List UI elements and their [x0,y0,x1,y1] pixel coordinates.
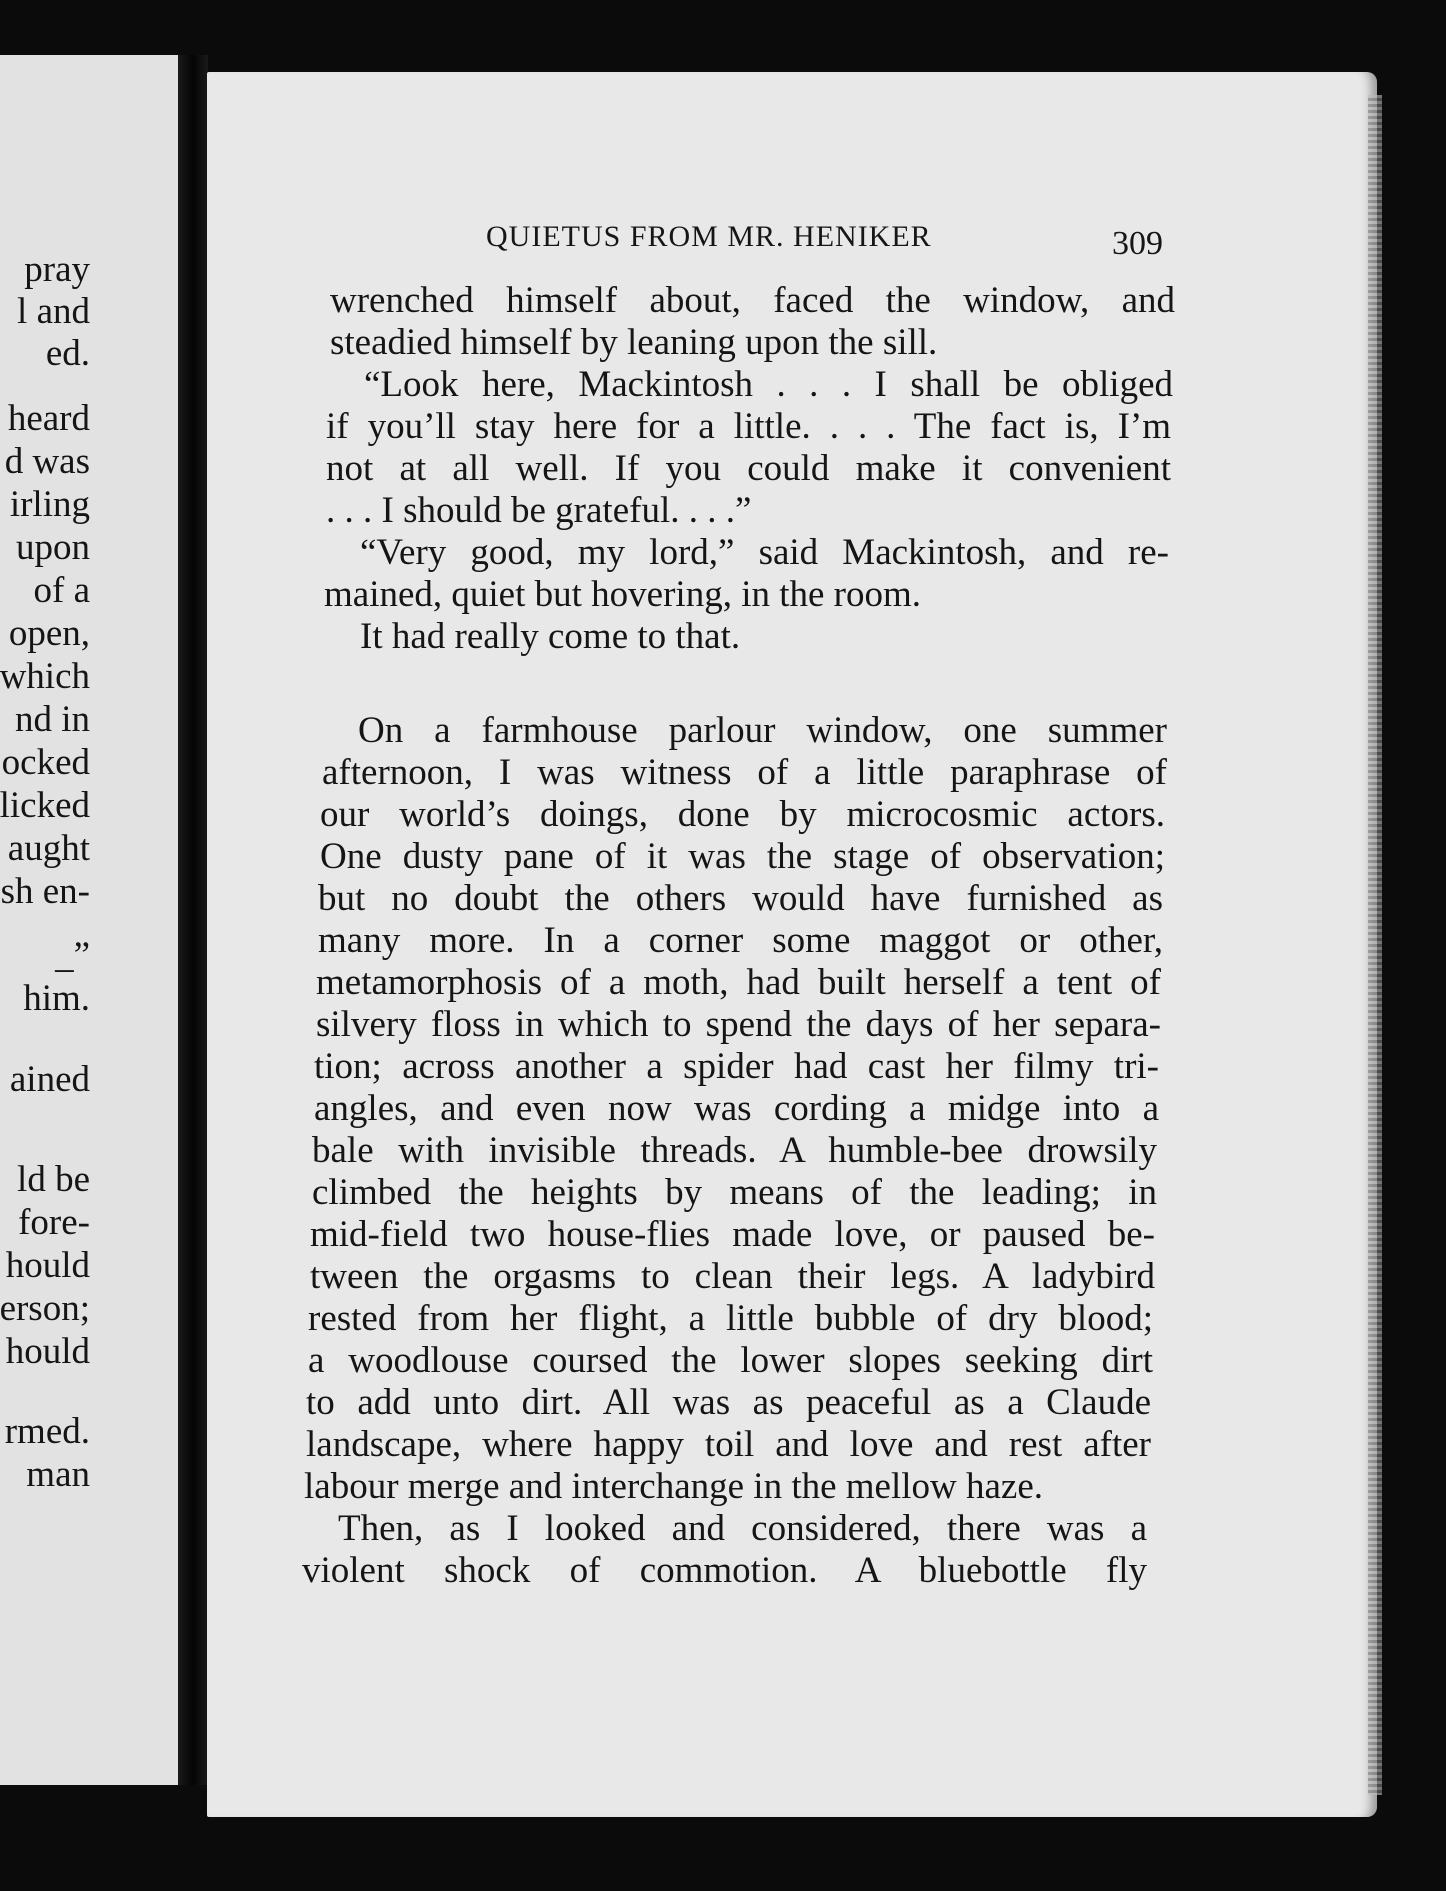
left-page-line: ocked [1,742,90,783]
left-page-line: irling [9,484,90,525]
text-line: “Look here, Mackintosh . . . I shall be obliged [364,364,1173,405]
left-page-line: sh en- [0,871,90,912]
left-page-line: l and [17,291,90,332]
text-line: to add unto dirt. All was as peaceful as a Claude [306,1382,1151,1423]
text-line: our world’s doings, done by microcosmic actors. [320,794,1165,835]
left-page-line: upon [16,527,90,568]
text-line: On a farmhouse parlour window, one summer [358,710,1167,751]
text-line: It had really come to that. [360,616,741,657]
left-page-line: ed. [45,333,90,374]
text-line: . . . I should be grateful. . . .” [326,490,752,531]
left-page-line: him. [23,978,90,1019]
text-line: “Very good, my lord,” said Mackintosh, and re- [360,532,1169,573]
text-line: rested from her flight, a little bubble of dry blood; [308,1298,1153,1339]
text-line: tween the orgasms to clean their legs. A ladybird [310,1256,1155,1297]
left-page-line: rmed. [4,1411,90,1452]
previous-page-fragment [0,55,178,1785]
left-page-line: open, [8,613,90,654]
text-line: metamorphosis of a moth, had built herself a tent of [316,962,1161,1003]
text-line: Then, as I looked and considered, there was a [338,1508,1147,1549]
text-line: many more. In a corner some maggot or other, [318,920,1163,961]
left-page-line: ained [9,1059,90,1100]
text-line: if you’ll stay here for a little. . . . The fact is, I’m [326,406,1171,447]
left-page-line: nd in [14,699,90,740]
text-line: wrenched himself about, faced the window, and [330,280,1175,321]
page-number: 309 [1112,225,1163,262]
text-line: One dusty pane of it was the stage of observation; [320,836,1165,877]
left-page-line: d was [4,441,90,482]
text-line: landscape, where happy toil and love and rest after [306,1424,1151,1465]
left-page-line: aught [7,828,90,869]
text-line: but no doubt the others would have furnished as [318,878,1163,919]
left-page-line: _” [55,935,90,976]
text-line: angles, and even now was cording a midge into a [314,1088,1159,1129]
text-line: afternoon, I was witness of a little paraphrase of [322,752,1167,793]
left-page-line: pray [24,249,90,290]
text-line: not at all well. If you could make it convenient [326,448,1171,489]
text-line: a woodlouse coursed the lower slopes seeking dirt [308,1340,1153,1381]
left-page-line: which [0,656,90,697]
page-edge [1368,95,1382,1795]
left-page-line: fore- [18,1202,90,1243]
text-line: mained, quiet but hovering, in the room. [324,574,922,615]
left-page-line: hould [5,1331,90,1372]
left-page-line: ld be [17,1159,90,1200]
left-page-line: heard [7,398,90,439]
left-page-line: of a [33,570,90,611]
left-page-line: hould [5,1245,90,1286]
running-head: QUIETUS FROM MR. HENIKER [486,220,932,253]
left-page-line: erson; [0,1288,90,1329]
text-line: steadied himself by leaning upon the sill. [330,322,938,363]
book-gutter [178,55,208,1785]
text-line: labour merge and interchange in the mellow haze. [304,1466,1044,1507]
text-line: mid-field two house-flies made love, or paused be- [310,1214,1155,1255]
text-line: tion; across another a spider had cast her filmy tri- [314,1046,1159,1087]
text-line: silvery floss in which to spend the days of her separa- [316,1004,1161,1045]
left-page-line: licked [0,785,90,826]
left-page-line: man [26,1454,90,1495]
text-line: bale with invisible threads. A humble-bee drowsily [312,1130,1157,1171]
text-line: climbed the heights by means of the leading; in [312,1172,1157,1213]
text-line: violent shock of commotion. A bluebottle fly [302,1550,1147,1591]
